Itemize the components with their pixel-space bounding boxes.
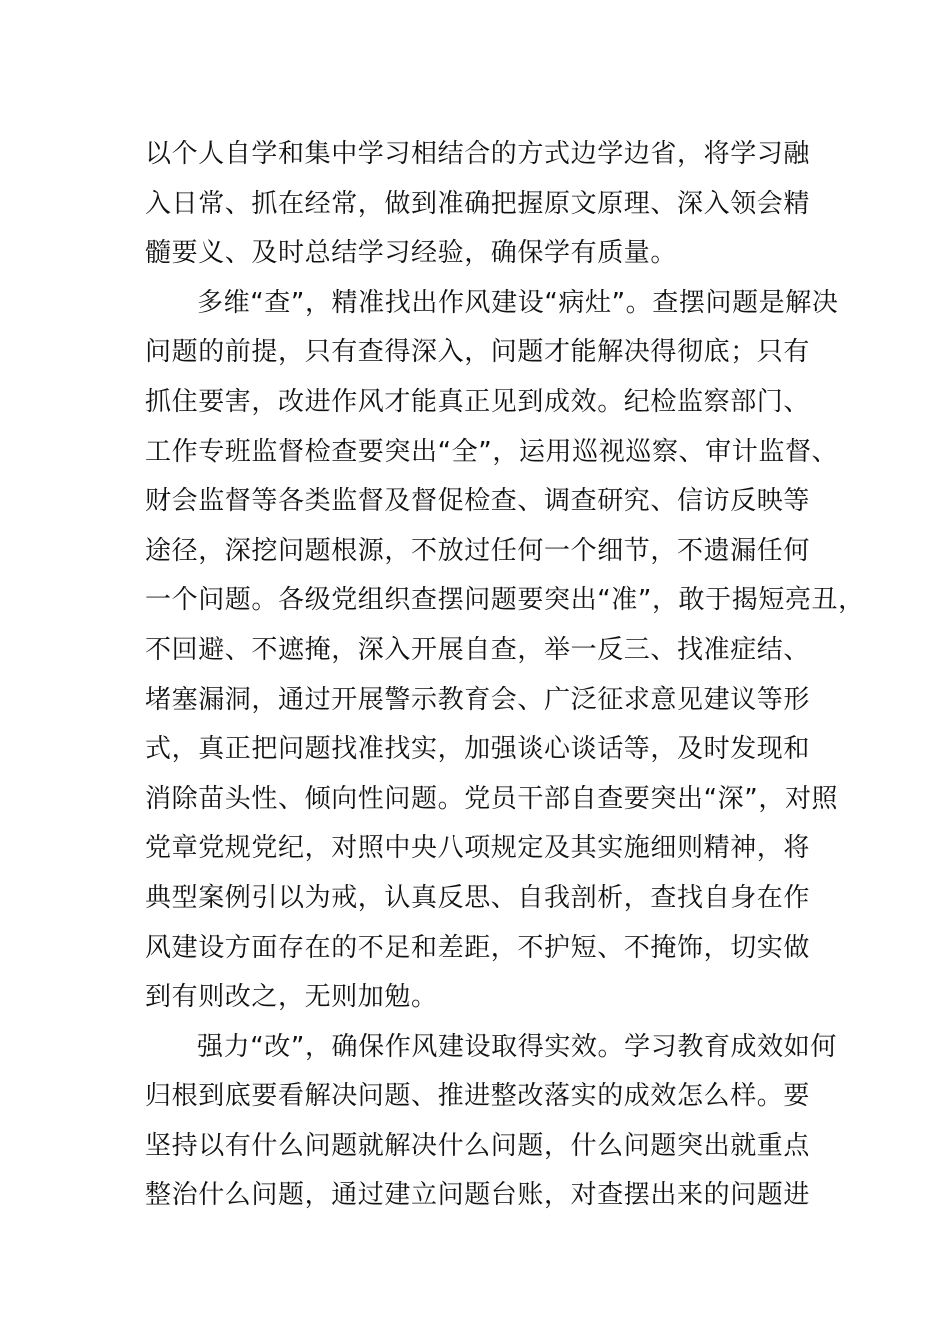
text-line: 式，真正把问题找准找实，加强谈心谈话等，及时发现和 (145, 734, 811, 765)
text-line: 一个问题。各级党组织查摆问题要突出“准”，敢于揭短亮丑， (145, 585, 865, 616)
text-line: 髓要义、及时总结学习经验，确保学有质量。 (145, 238, 678, 269)
text-line: 整治什么问题，通过建立问题台账，对查摆出来的问题进 (145, 1180, 811, 1211)
text-line: 归根到底要看解决问题、推进整改落实的成效怎么样。要 (145, 1081, 811, 1112)
text-line: 问题的前提，只有查得深入，问题才能解决得彻底；只有 (145, 337, 811, 368)
text-line: 坚持以有什么问题就解决什么问题，什么问题突出就重点 (145, 1130, 811, 1161)
text-line: 工作专班监督检查要突出“全”，运用巡视巡察、审计监督、 (145, 436, 839, 467)
text-line: 抓住要害，改进作风才能真正见到成效。纪检监察部门、 (145, 386, 811, 417)
paragraph-start-line: 强力“改”，确保作风建设取得实效。学习教育成效如何 (197, 1031, 837, 1062)
text-line: 典型案例引以为戒，认真反思、自我剖析，查找自身在作 (145, 882, 811, 913)
text-line: 以个人自学和集中学习相结合的方式边学边省，将学习融 (145, 139, 811, 169)
text-line: 入日常、抓在经常，做到准确把握原文原理、深入领会精 (145, 188, 811, 219)
text-line: 风建设方面存在的不足和差距，不护短、不掩饰，切实做 (145, 932, 811, 963)
text-line: 不回避、不遮掩，深入开展自查，举一反三、找准症结、 (145, 634, 811, 665)
paragraph-start-line: 多维“查”，精准找出作风建设“病灶”。查摆问题是解决 (197, 287, 839, 318)
body-text (145, 130, 865, 1221)
text-line: 堵塞漏洞，通过开展警示教育会、广泛征求意见建议等形 (145, 684, 811, 715)
text-line: 到有则改之，无则加勉。 (145, 982, 438, 1013)
text-line: 途径，深挖问题根源，不放过任何一个细节，不遗漏任何 (145, 535, 811, 566)
text-line: 财会监督等各类监督及督促检查、调查研究、信访反映等 (145, 486, 811, 517)
text-line: 党章党规党纪，对照中央八项规定及其实施细则精神，将 (145, 833, 811, 864)
text-line: 消除苗头性、倾向性问题。党员干部自查要突出“深”，对照 (145, 783, 839, 814)
